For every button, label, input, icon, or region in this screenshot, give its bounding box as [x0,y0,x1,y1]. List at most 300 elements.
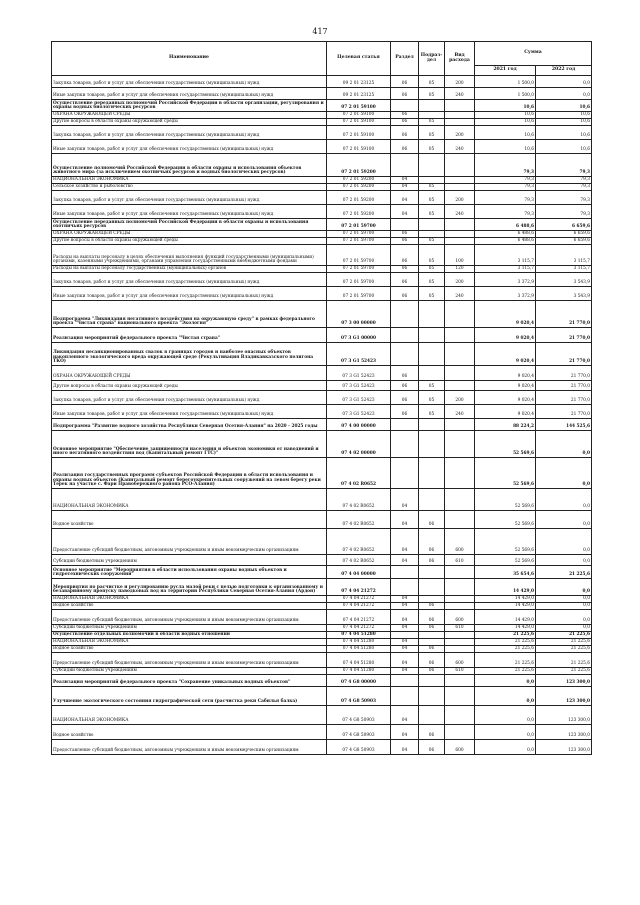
cell-subsection [419,458,445,489]
cell-section: 06 [391,88,419,100]
cell-name: ОХРАНА ОКРУЖАЮЩЕЙ СРЕДЫ [52,231,327,238]
cell-sum-2021: 9 020,4 [475,301,536,328]
cell-name: Иные закупки товаров, работ и услуг для обеспечения государственных (муниципальных) нужд [52,405,327,419]
cell-subsection [419,596,445,603]
cell-expense-type [445,431,475,458]
cell-sum-2021: 79,3 [475,205,536,219]
cell-sum-2022: 21 770,0 [536,343,592,366]
cell-section: 06 [391,119,419,126]
cell-section: 04 [391,529,419,555]
cell-sum-2022: 6 659,6 [536,238,592,245]
table-row [52,431,592,458]
table-row [52,184,592,191]
cell-name: Субсидии бюджетным учреждениям [52,625,327,632]
cell-name: Другие вопросы в области охраны окружающей среды [52,238,327,245]
cell-code: 07 4 G8 50903 [327,687,391,706]
cell-subsection: 05 [419,205,445,219]
cell-sum-2021: 79,3 [475,154,536,177]
cell-expense-type [445,238,475,245]
cell-sum-2021: 52 569,6 [475,511,536,529]
cell-subsection [419,639,445,646]
cell-section: 06 [391,238,419,245]
cell-sum-2022: 21 225,6 [536,639,592,646]
cell-subsection: 05 [419,191,445,205]
cell-subsection [419,675,445,687]
cell-subsection [419,100,445,112]
table-row [52,328,592,343]
cell-expense-type [445,328,475,343]
cell-name: НАЦИОНАЛЬНАЯ ЭКОНОМИКА [52,596,327,603]
table-row [52,100,592,112]
cell-section: 06 [391,76,419,88]
cell-sum-2021: 14 429,0 [475,579,536,596]
cell-subsection [419,687,445,706]
cell-section [391,687,419,706]
cell-section: 06 [391,245,419,266]
table-row [52,301,592,328]
cell-sum-2022: 0,0 [536,625,592,632]
cell-section [391,632,419,639]
table-row [52,391,592,405]
table-row [52,725,592,740]
cell-sum-2022: 0,0 [536,603,592,610]
cell-subsection: 05 [419,238,445,245]
table-row [52,154,592,177]
cell-name: Основное мероприятие "Обеспечение защищенности населения и объектов экономики от наводнений и иного негативного воздействия вод (Капитальный ремонт ГТС)" [52,431,327,458]
cell-sum-2022: 10,6 [536,112,592,119]
cell-sum-2022: 3 543,9 [536,273,592,287]
cell-sum-2021: 21 225,6 [475,668,536,675]
cell-sum-2021: 79,3 [475,177,536,184]
cell-subsection: 06 [419,610,445,625]
cell-name: Закупка товаров, работ и услуг для обеспечения государственных (муниципальных) нужд [52,191,327,205]
table-row [52,76,592,88]
cell-name: Водное хозяйство [52,603,327,610]
cell-sum-2022: 79,3 [536,191,592,205]
table-row [52,566,592,579]
table-row [52,405,592,419]
cell-sum-2022: 3 115,7 [536,245,592,266]
cell-sum-2022: 123 300,0 [536,687,592,706]
cell-name: Закупка товаров, работ и услуг для обеспечения государственных (муниципальных) нужд [52,126,327,140]
cell-sum-2022: 123 300,0 [536,725,592,740]
table-row [52,231,592,238]
cell-name: Подпрограмма "Развитие водного хозяйства Республики Северная Осетия-Алания" на 2020 - 2025 годы [52,419,327,431]
page-number: 417 [312,27,328,36]
cell-subsection: 06 [419,668,445,675]
table-row [52,191,592,205]
cell-expense-type [445,458,475,489]
cell-code: 07 3 G1 52423 [327,366,391,381]
cell-sum-2021: 9 020,4 [475,343,536,366]
cell-expense-type [445,579,475,596]
table-row [52,88,592,100]
cell-subsection [419,366,445,381]
cell-name: НАЦИОНАЛЬНАЯ ЭКОНОМИКА [52,489,327,511]
cell-subsection: 05 [419,405,445,419]
header-subsection: Подраз-дел [419,42,445,76]
cell-name: ОХРАНА ОКРУЖАЮЩЕЙ СРЕДЫ [52,366,327,381]
cell-code: 07 2 01 59100 [327,100,391,112]
cell-section: 04 [391,725,419,740]
cell-sum-2021: 14 429,0 [475,596,536,603]
cell-name: Осуществление отдельных полномочий в области водных отношений [52,632,327,639]
cell-sum-2021: 14 429,0 [475,603,536,610]
cell-sum-2021: 21 225,6 [475,653,536,668]
cell-sum-2022: 3 543,9 [536,287,592,301]
cell-section: 06 [391,366,419,381]
cell-subsection: 05 [419,119,445,126]
cell-name: Другие вопросы в области охраны окружающей среды [52,381,327,391]
cell-sum-2022: 21 225,6 [536,566,592,579]
cell-expense-type: 240 [445,88,475,100]
table-row [52,653,592,668]
cell-name: Ликвидация несанкционированных свалок в границах городов и наиболее опасных объектов накопленного экологического вреда окружающей среде (Рекультивация Владикавказского полигона ТКО) [52,343,327,366]
cell-expense-type: 100 [445,245,475,266]
cell-code: 09 2 01 23125 [327,76,391,88]
cell-name: ОХРАНА ОКРУЖАЮЩЕЙ СРЕДЫ [52,112,327,119]
cell-name: Закупка товаров, работ и услуг для обеспечения государственных (муниципальных) нужд [52,273,327,287]
cell-name: Иные закупки товаров, работ и услуг для обеспечения государственных (муниципальных) нужд [52,287,327,301]
cell-subsection: 06 [419,511,445,529]
cell-name: НАЦИОНАЛЬНАЯ ЭКОНОМИКА [52,177,327,184]
cell-sum-2021: 6 488,6 [475,231,536,238]
cell-sum-2021: 10,6 [475,112,536,119]
cell-name: Улучшение экологического состояния гидрографической сети (расчистка реки Сабилья балка) [52,687,327,706]
cell-expense-type [445,343,475,366]
cell-sum-2021: 35 654,6 [475,566,536,579]
cell-sum-2022: 0,0 [536,489,592,511]
cell-section: 04 [391,625,419,632]
cell-sum-2022: 3 115,7 [536,266,592,273]
cell-code: 07 4 G8 50903 [327,740,391,755]
cell-name: Реализация государственных программ субъектов Российской Федерации в области использования и охраны водных объектов (Капитальный ремонт берегоукрепительных сооружений на левом берегу реки Терек на участке с. Фари Правобережного района РСО-Алания) [52,458,327,489]
cell-expense-type [445,177,475,184]
table-row [52,603,592,610]
cell-sum-2021: 6 488,6 [475,219,536,231]
table-row [52,419,592,431]
cell-subsection: 05 [419,245,445,266]
cell-sum-2021: 79,3 [475,184,536,191]
cell-expense-type: 610 [445,625,475,632]
cell-code: 07 4 02 00000 [327,431,391,458]
cell-expense-type [445,489,475,511]
cell-section: 04 [391,191,419,205]
cell-subsection [419,419,445,431]
cell-code: 07 2 01 59700 [327,287,391,301]
cell-name: Закупка товаров, работ и услуг для обеспечения государственных (муниципальных) нужд [52,76,327,88]
cell-subsection [419,219,445,231]
cell-subsection [419,706,445,725]
cell-code: 07 4 02 R0652 [327,458,391,489]
cell-code: 07 2 01 59100 [327,119,391,126]
cell-subsection [419,177,445,184]
cell-sum-2022: 21 770,0 [536,366,592,381]
cell-section: 06 [391,112,419,119]
cell-sum-2022: 123 300,0 [536,675,592,687]
cell-sum-2022: 21 770,0 [536,328,592,343]
table-row [52,273,592,287]
cell-name: Расходы на выплаты персоналу в целях обеспечения выполнения функций государственными (муниципальными) органами, казенными учреждениями, органами управления государственными внебюджетными фондами [52,245,327,266]
cell-subsection: 05 [419,140,445,154]
cell-code: 07 4 04 51280 [327,653,391,668]
cell-section [391,154,419,177]
table-row [52,610,592,625]
cell-sum-2021: 1 500,0 [475,76,536,88]
cell-sum-2022: 21 770,0 [536,391,592,405]
cell-section [391,301,419,328]
cell-code: 07 4 04 51280 [327,646,391,653]
cell-subsection: 05 [419,391,445,405]
table-row [52,646,592,653]
cell-sum-2022: 0,0 [536,610,592,625]
cell-subsection [419,154,445,177]
cell-name: Предоставление субсидий бюджетным, автономным учреждениям и иным некоммерческим организациям [52,740,327,755]
cell-section: 06 [391,273,419,287]
cell-code: 07 2 01 59200 [327,205,391,219]
cell-sum-2022: 0,0 [536,88,592,100]
cell-section: 06 [391,140,419,154]
cell-section: 04 [391,646,419,653]
cell-code: 07 4 04 51280 [327,632,391,639]
table-row [52,579,592,596]
cell-expense-type [445,596,475,603]
cell-subsection [419,431,445,458]
cell-code: 07 2 01 59200 [327,177,391,184]
cell-name: Другие вопросы в области охраны окружающей среды [52,119,327,126]
cell-sum-2021: 10,6 [475,119,536,126]
cell-subsection: 06 [419,646,445,653]
cell-expense-type: 600 [445,610,475,625]
cell-subsection: 05 [419,126,445,140]
cell-sum-2022: 144 525,6 [536,419,592,431]
cell-sum-2022: 6 659,6 [536,219,592,231]
cell-sum-2022: 0,0 [536,596,592,603]
header-expense-type: Вид расхода [445,42,475,76]
cell-subsection: 05 [419,76,445,88]
cell-code: 07 4 04 21272 [327,579,391,596]
cell-subsection [419,328,445,343]
header-year-2022: 2022 год [536,66,592,76]
cell-section [391,675,419,687]
cell-expense-type: 610 [445,555,475,566]
cell-sum-2022: 21 225,6 [536,646,592,653]
cell-name: НАЦИОНАЛЬНАЯ ЭКОНОМИКА [52,706,327,725]
cell-name: Основное мероприятие "Мероприятия в области использования охраны водных объектов и гидротехнических сооружений" [52,566,327,579]
cell-section: 06 [391,287,419,301]
cell-section [391,579,419,596]
table-row [52,126,592,140]
table-row [52,489,592,511]
cell-subsection [419,566,445,579]
cell-subsection [419,632,445,639]
table-row [52,625,592,632]
cell-section [391,566,419,579]
cell-code: 07 2 01 59100 [327,112,391,119]
cell-expense-type: 610 [445,668,475,675]
cell-name: Предоставление субсидий бюджетным, автономным учреждениям и иным некоммерческим организациям [52,653,327,668]
cell-code: 07 4 G8 00000 [327,675,391,687]
cell-subsection: 05 [419,184,445,191]
cell-sum-2022: 21 225,6 [536,668,592,675]
cell-sum-2021: 10,6 [475,140,536,154]
cell-sum-2021: 0,0 [475,675,536,687]
cell-expense-type: 600 [445,653,475,668]
cell-subsection: 06 [419,653,445,668]
cell-section: 06 [391,405,419,419]
cell-sum-2022: 0,0 [536,431,592,458]
cell-section: 04 [391,740,419,755]
cell-expense-type [445,706,475,725]
cell-section: 04 [391,205,419,219]
cell-expense-type [445,119,475,126]
cell-name: Осуществление переданных полномочий Российской Федерации в области организации, регулирования и охраны водных биологических ресурсов [52,100,327,112]
cell-expense-type: 600 [445,529,475,555]
cell-code: 07 2 01 59200 [327,184,391,191]
cell-sum-2021: 0,0 [475,687,536,706]
table-row [52,458,592,489]
cell-sum-2022: 10,6 [536,140,592,154]
cell-name: Мероприятия по расчистке и регулированию русла малой реки с целью подготовки к организованному и безаварийному пропуску паводковых вод на территории Республики Северная Осетия-Алания (Ардон) [52,579,327,596]
cell-sum-2021: 52 569,6 [475,529,536,555]
header-year-2021: 2021 год [475,66,536,76]
cell-expense-type: 200 [445,191,475,205]
cell-expense-type: 200 [445,126,475,140]
cell-subsection: 05 [419,266,445,273]
cell-code: 07 2 01 59100 [327,140,391,154]
cell-sum-2022: 21 225,6 [536,653,592,668]
cell-expense-type [445,725,475,740]
cell-sum-2021: 52 569,6 [475,489,536,511]
cell-name: Иные закупки товаров, работ и услуг для обеспечения государственных (муниципальных) нужд [52,140,327,154]
table-row [52,511,592,529]
cell-name: Закупка товаров, работ и услуг для обеспечения государственных (муниципальных) нужд [52,391,327,405]
cell-subsection [419,231,445,238]
cell-code: 07 4 G8 50903 [327,725,391,740]
cell-expense-type: 240 [445,287,475,301]
cell-section: 04 [391,511,419,529]
table-row [52,266,592,273]
header-code: Целевая статья [327,42,391,76]
cell-expense-type [445,301,475,328]
cell-expense-type: 200 [445,391,475,405]
cell-sum-2022: 0,0 [536,555,592,566]
table-row [52,639,592,646]
cell-expense-type: 600 [445,740,475,755]
cell-sum-2021: 88 224,2 [475,419,536,431]
cell-code: 07 4 02 R0652 [327,489,391,511]
cell-code: 07 4 04 21272 [327,603,391,610]
cell-code: 07 4 G8 50903 [327,706,391,725]
cell-expense-type [445,366,475,381]
cell-code: 07 4 04 21272 [327,596,391,603]
cell-code: 07 3 G1 00000 [327,328,391,343]
cell-code: 07 2 01 59200 [327,191,391,205]
cell-sum-2022: 123 300,0 [536,706,592,725]
cell-expense-type: 200 [445,273,475,287]
cell-section: 06 [391,126,419,140]
cell-name: Осуществление полномочий Российской Федерации в области охраны и использования объектов животного мира (за исключением охотничьих ресурсов и водных биологических ресурсов) [52,154,327,177]
cell-name: Субсидии бюджетным учреждениям [52,555,327,566]
table-row [52,245,592,266]
cell-sum-2021: 0,0 [475,706,536,725]
cell-section: 04 [391,489,419,511]
table-row [52,343,592,366]
cell-expense-type [445,511,475,529]
cell-expense-type [445,603,475,610]
cell-expense-type [445,231,475,238]
budget-table [51,41,592,755]
table-row [52,287,592,301]
cell-code: 07 4 02 R0652 [327,529,391,555]
cell-sum-2021: 1 500,0 [475,88,536,100]
cell-expense-type: 200 [445,76,475,88]
cell-subsection: 06 [419,625,445,632]
cell-code: 07 2 01 59700 [327,238,391,245]
cell-expense-type: 120 [445,266,475,273]
cell-sum-2022: 21 770,0 [536,301,592,328]
cell-code: 07 4 04 21272 [327,625,391,632]
cell-code: 07 4 04 21272 [327,610,391,625]
cell-section [391,343,419,366]
cell-code: 07 3 G1 52423 [327,381,391,391]
cell-sum-2022: 6 659,6 [536,231,592,238]
table-row [52,177,592,184]
cell-section: 04 [391,668,419,675]
cell-subsection [419,579,445,596]
cell-sum-2022: 79,3 [536,184,592,191]
cell-code: 07 3 G1 52423 [327,405,391,419]
table-header [52,42,592,76]
cell-expense-type [445,566,475,579]
cell-subsection: 06 [419,603,445,610]
cell-section: 04 [391,610,419,625]
cell-sum-2021: 52 569,6 [475,431,536,458]
cell-expense-type [445,184,475,191]
cell-name: Предоставление субсидий бюджетным, автономным учреждениям и иным некоммерческим организациям [52,610,327,625]
cell-sum-2021: 52 569,6 [475,555,536,566]
table-row [52,706,592,725]
cell-expense-type [445,675,475,687]
table-row [52,238,592,245]
table-row [52,675,592,687]
cell-expense-type [445,646,475,653]
cell-section [391,458,419,489]
cell-sum-2021: 21 225,6 [475,632,536,639]
cell-code: 07 3 G1 52423 [327,391,391,405]
cell-subsection [419,343,445,366]
cell-subsection: 05 [419,381,445,391]
cell-section [391,219,419,231]
cell-name: Реализация мероприятий федерального проекта "Сохранение уникальных водных объектов" [52,675,327,687]
cell-code: 07 2 01 59700 [327,266,391,273]
cell-section: 04 [391,555,419,566]
cell-subsection: 05 [419,287,445,301]
cell-sum-2021: 14 429,0 [475,610,536,625]
cell-sum-2021: 3 115,7 [475,245,536,266]
cell-code: 07 4 00 00000 [327,419,391,431]
cell-subsection: 06 [419,555,445,566]
cell-section: 06 [391,381,419,391]
cell-sum-2022: 10,6 [536,126,592,140]
cell-sum-2022: 79,3 [536,205,592,219]
cell-section: 04 [391,706,419,725]
header-sum: Сумма [475,42,592,66]
cell-name: Осуществление переданных полномочий Российской Федерации в области охраны и использования охотничьих ресурсов [52,219,327,231]
cell-section: 04 [391,177,419,184]
cell-sum-2022: 123 300,0 [536,740,592,755]
cell-expense-type: 240 [445,405,475,419]
